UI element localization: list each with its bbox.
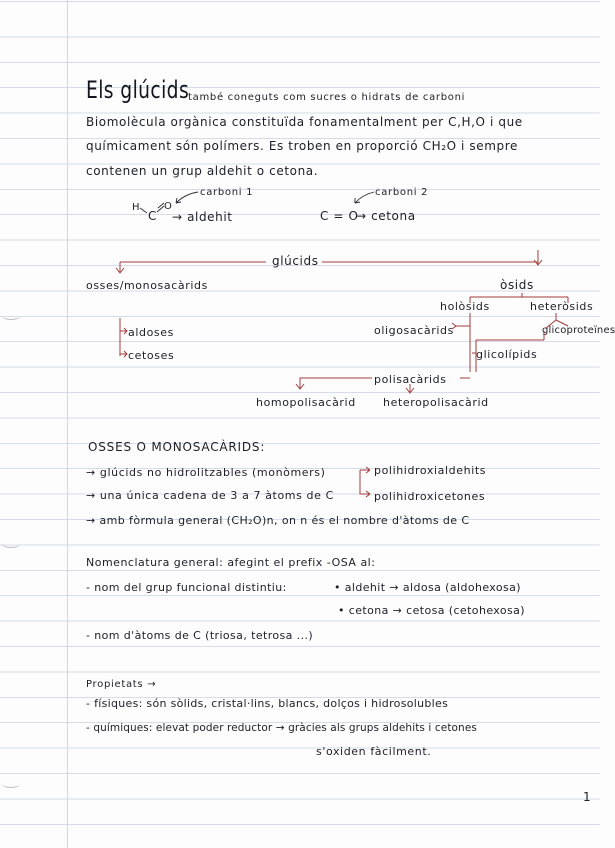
bullet-3: → amb fòrmula general (CH₂O)n, on n és el nombre d'àtoms de C xyxy=(86,514,470,527)
tree-heterosids: heteròsids xyxy=(530,300,594,313)
cetona-pointer-arrow xyxy=(355,192,374,203)
nomenclature-heading: Nomenclatura general: afegint el prefix -OSA al: xyxy=(86,556,376,569)
aldehit-struct-h: H xyxy=(132,202,141,213)
tree-left-arrow xyxy=(116,262,124,273)
bullet-1: → glúcids no hidrolitzables (monòmers) xyxy=(86,466,326,479)
bullet-2-b: polihidroxicetones xyxy=(374,490,486,503)
nomenclature-item-1-b: • cetona → cetosa (cetohexosa) xyxy=(338,604,525,617)
bullet-bracket xyxy=(360,470,370,494)
title-aside: també coneguts com sucres o hidrats de carboni xyxy=(188,92,466,103)
nomenclature-item-1: - nom del grup funcional distintiu: xyxy=(86,581,287,594)
aldehit-bonds xyxy=(140,203,164,213)
nomenclature-item-2: - nom d'àtoms de C (triosa, tetrosa ...) xyxy=(86,629,314,642)
tree-oligosacarids: oligosacàrids xyxy=(374,324,454,337)
tree-hetero-arrow xyxy=(406,384,414,393)
intro-line-1: Biomolècula orgànica constituïda fonamentalment per C,H,O i que xyxy=(86,115,523,129)
tree-heterosids-branch xyxy=(546,313,568,328)
tree-right-arrow xyxy=(534,250,542,265)
intro-line-2: químicament són polímers. Es troben en proporció CH₂O i sempre xyxy=(86,139,519,153)
aldehit-carbon-label: carboni 1 xyxy=(200,187,254,198)
page-number: 1 xyxy=(583,790,591,804)
tree-homo-arrow xyxy=(296,378,372,389)
bullet-2: → una única cadena de 3 a 7 àtoms de C xyxy=(86,489,334,502)
cetona-struct: C = O xyxy=(320,209,359,223)
tree-cetoses: cetoses xyxy=(128,349,175,362)
tree-heteropolisacarid: heteropolisacàrid xyxy=(383,396,489,409)
properties-heading: Propietats → xyxy=(86,679,157,690)
tree-glicoproteines: glicoproteïnes xyxy=(542,325,615,336)
aldehit-pointer-arrow xyxy=(176,192,198,203)
tree-osids-split xyxy=(470,293,568,297)
properties-quimiques-cont: s'oxiden fàcilment. xyxy=(316,745,432,758)
page-title: Els glúcids xyxy=(86,76,190,104)
tree-monosacarids: osses/monosacàrids xyxy=(86,279,208,292)
tree-aldoses-arrow xyxy=(120,328,127,334)
section-heading: OSSES O MONOSACÀRIDS: xyxy=(88,440,266,454)
tree-glicolipids: glicolípids xyxy=(476,348,538,361)
tree-holosids: holòsids xyxy=(440,300,490,313)
nomenclature-item-1-a: • aldehit → aldosa (aldohexosa) xyxy=(334,581,521,594)
cetona-carbon-label: carboni 2 xyxy=(375,187,429,198)
aldehit-struct-o: O xyxy=(164,201,173,212)
intro-line-3: contenen un grup aldehit o cetona. xyxy=(86,164,319,178)
cetona-name: → cetona xyxy=(356,209,416,223)
properties-fisiques: - físiques: són sòlids, cristal·lins, blancs, dolços i hidrosolubles xyxy=(86,697,449,710)
tree-aldoses: aldoses xyxy=(128,326,174,339)
bullet-1-a: polihidroxialdehits xyxy=(374,464,487,477)
tree-holosids-branch xyxy=(456,313,470,326)
aldehit-name: → aldehit xyxy=(172,210,233,224)
tree-root: glúcids xyxy=(272,254,319,268)
aldehit-struct-c: C xyxy=(148,209,157,223)
tree-osids: òsids xyxy=(500,278,534,292)
tree-homopolisacarid: homopolisacàrid xyxy=(256,396,356,409)
properties-quimiques: - químiques: elevat poder reductor → gràcies als grups aldehits i cetones xyxy=(86,722,477,734)
tree-polisacarids: polisacàrids xyxy=(374,373,447,386)
